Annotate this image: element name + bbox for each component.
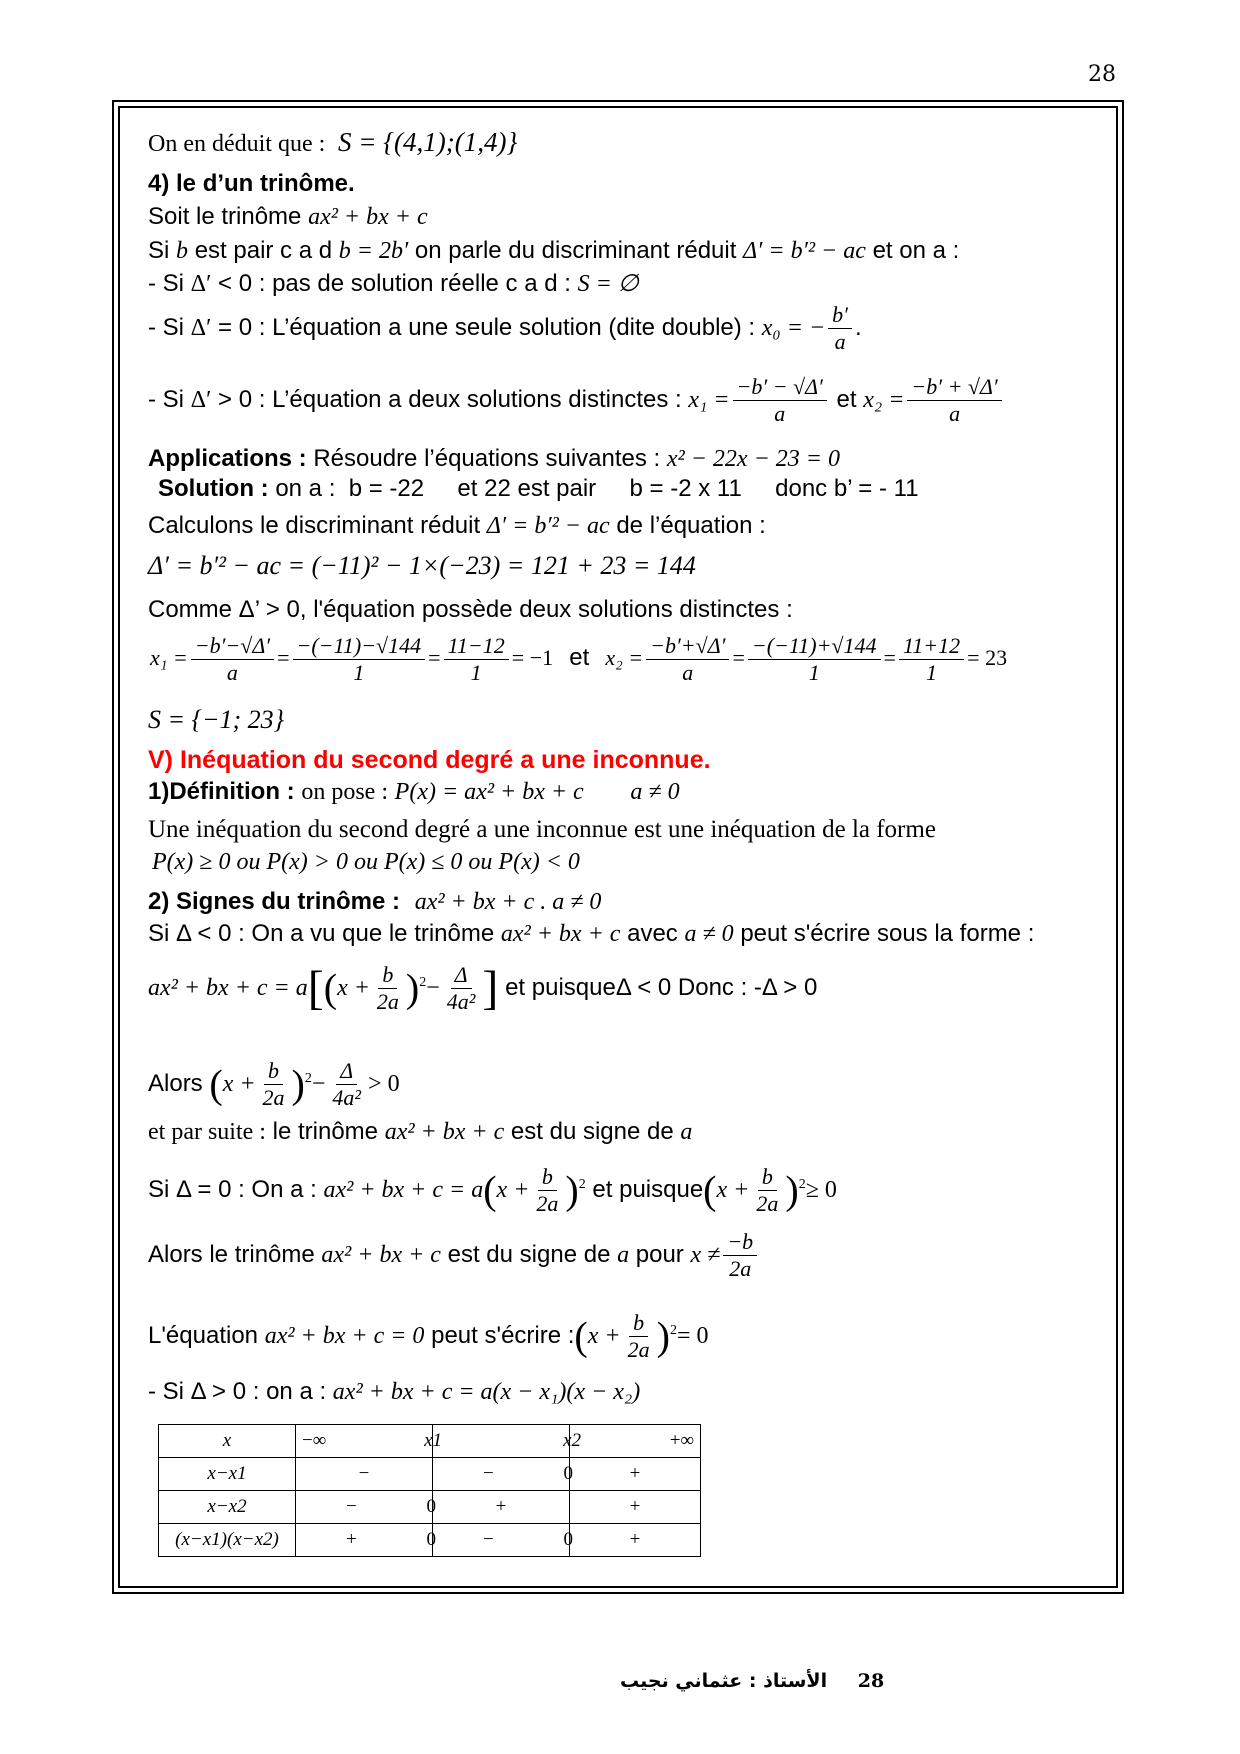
sign-table [158,1424,701,1557]
alors1-end: > 0 [368,1071,400,1097]
x1-calc-frac2 [293,633,426,686]
alors1-frac2 [328,1058,365,1111]
alors-line-1: Alors (x + $\frac{b}{2a}$ )$^2$− $\frac{\Delta}{\text{4a²}}$ > 0 [148,1058,400,1111]
cell-sign: − [483,1463,494,1484]
x1-calc-d2: 1 [353,659,365,685]
text-par-suite: et par suite : [148,1119,266,1145]
cell-zero: 0 [563,1529,573,1550]
case-positive-line [148,372,1005,428]
deduction-text: On en déduit que : [148,131,326,157]
cell: − [296,1458,433,1491]
delta-positive-text: - Si Δ > 0 : on a : [148,1378,327,1405]
delta-negative-line [148,920,1034,948]
case-negative-line [148,270,639,298]
x0-lhs: x₀ = − [761,315,826,341]
definition-text: on pose : [301,779,388,805]
text-signe: est du signe de [510,1118,674,1145]
case-negative-text: < 0 : pas de solution réelle c a d : [218,270,571,297]
period: . [854,314,862,341]
applications-text: Résoudre l’équations suivantes : [313,445,661,472]
applications-line [148,445,840,473]
delta-positive-line [148,1378,640,1406]
solution-text: on a : b = -22 et 22 est pair b = -2 x 11 donc b’ = - 11 [275,475,919,502]
math-a: a [617,1242,630,1268]
cell-zero: 0 [563,1463,573,1484]
x1-calc-d3: 1 [470,659,482,685]
canon-minus: − [426,975,440,1001]
text-alors: Alors [148,1070,203,1097]
canon-frac2 [443,962,480,1015]
x1-calc-n2: −(−11)−√144 [293,633,426,660]
x1-den: a [774,401,786,427]
header-x2: x2 [563,1430,581,1451]
cell [296,1524,436,1557]
header-values-3 [570,1425,701,1458]
trinome-line [148,203,428,231]
solution-set-1: S = {(4,1);(1,4)} [337,127,518,157]
x0-fraction [828,302,852,355]
eq-d: 2a [627,1337,650,1363]
text-et-puisque: et puisque [592,1176,704,1203]
sign-table-row [159,1524,701,1557]
row-label-x-x1: x−x1 [159,1458,296,1491]
cell [433,1458,573,1491]
x2-calc-frac1 [646,633,729,686]
text-le-trinome: le trinôme [272,1118,379,1145]
solution-set-2: S = {−1; 23} [148,705,285,734]
signes-label: 2) Signes du trinôme : [148,888,401,915]
heading-4: 4) le d’un trinôme. [148,170,355,197]
a-nonzero: a ≠ 0 [684,921,734,947]
x1-fraction [733,374,827,427]
alors-line-2 [148,1224,760,1286]
x2-calc-frac2 [748,633,881,686]
section-v-title: V) Inéquation du second degré a une inconnue. [148,746,711,774]
cell: + [570,1458,701,1491]
math-delta-prime: Δ′ = b′² − ac [743,238,866,264]
polynomial-def: P(x) = ax² + bx + c [394,779,584,805]
sign-table-header [159,1425,701,1458]
text-forme: peut s'écrire sous la forme : [740,920,1035,947]
header-minus-inf: −∞ [302,1430,327,1451]
sign-table-row [159,1458,701,1491]
delta-negative-text: Si Δ < 0 : On a vu que le trinôme [148,920,495,947]
eq-frac [624,1310,654,1363]
cell: + [433,1491,570,1524]
math-delta-prime: Δ′ [190,387,212,413]
text-alors-trinome: Alors le trinôme [148,1241,315,1268]
signes-line [148,888,601,916]
delta-zero-frac [532,1164,562,1217]
canon-lhs: ax² + bx + c = a [148,975,308,1001]
text-si: - Si [148,270,184,297]
alors2-n: −b [723,1229,757,1256]
x2-fraction [907,374,1001,427]
text-et-on-a: et on a : [872,237,960,264]
header-values-1 [296,1425,442,1458]
cell-zero: 0 [426,1529,436,1550]
x-neq: x ≠ [690,1242,721,1268]
x2-calc-result: = 23 [967,645,1008,670]
text-equation: L'équation [148,1322,259,1349]
eq-inner: x + [587,1323,621,1349]
case-zero-line [148,300,862,356]
delta-zero-end: ≥ 0 [805,1177,837,1203]
canon-d2: 4a² [446,989,476,1015]
math-delta-prime: Δ′ [190,271,212,297]
canon-frac [373,962,403,1015]
a-nonzero: a ≠ 0 [630,779,680,805]
solution-label: Solution : [158,475,269,502]
alors2-den: 2a [729,1256,752,1282]
calc-text: Calculons le discriminant réduit [148,512,481,539]
canon-inner: x + [337,975,370,1001]
x2-calc-d1: a [682,659,694,685]
delta-zero-n-2: b [758,1164,777,1191]
alors1-n2: Δ [336,1058,357,1085]
trinome-expr: ax² + bx + c [384,1119,505,1145]
text-si: - Si [148,314,184,341]
sign-table-row [159,1491,701,1524]
definition-label: 1)Définition : [148,778,295,805]
cell-sign: − [483,1529,494,1550]
x2-calc-d2: 1 [808,659,820,685]
canonical-form-line: ax² + bx + c = a[(x + $\frac{b}{2a}$ )$^2$− $\frac{\Delta}{\text{4a²}}$ ] et puisqueΔ < 0 Donc : -Δ > 0 [148,961,818,1015]
x2-calc-frac3 [899,633,964,686]
text-si: - Si [148,386,184,413]
factored-form: ax² + bx + c = a(x − x₁)(x − x₂) [332,1379,641,1405]
x1-calc-n3: 11−12 [444,633,509,660]
trinome-text: Soit le trinôme [148,203,302,230]
x1-calc-d1: a [226,659,238,685]
alors1-d2: 4a² [332,1085,362,1111]
reduced-discriminant-line [148,237,959,265]
solution-line [158,475,919,503]
x1-calc-frac1 [191,633,274,686]
signes-math: ax² + bx + c . a ≠ 0 [414,889,602,915]
math-b-eq: b = 2b′ [338,238,409,264]
math-b: b [176,238,189,264]
par-suite-line [148,1118,692,1146]
delta-zero-line: Si Δ = 0 : On a : ax² + bx + c = a(x + $\frac{b}{2a}$ )$^2$ et puisque(x + $\frac{b}{2a}$ )$^2$≥ 0 [148,1164,837,1217]
x1-calc-frac3 [444,633,509,686]
comme-line: Comme Δ’ > 0, l'équation possède deux solutions distinctes : [148,596,793,623]
alors1-frac [259,1058,289,1111]
text-avec: avec [627,920,678,947]
x2-calc-n1: −b′+√Δ′ [646,633,729,660]
definition-body: Une inéquation du second degré a une inconnue est une inéquation de la forme [148,816,936,843]
cell [433,1524,573,1557]
equation-line: L'équation ax² + bx + c = 0 peut s'écrire :(x + $\frac{b}{2a}$ )$^2$= 0 [148,1310,709,1363]
header-plus-inf: +∞ [669,1430,694,1451]
x0-den: a [834,329,846,355]
x0-num: b′ [828,302,852,329]
text-pour: pour [635,1241,684,1268]
x1-lhs: x₁ = [688,387,730,413]
cell: + [570,1491,701,1524]
alors1-d: 2a [262,1085,285,1111]
header-values-2 [433,1425,581,1458]
calc-end: de l’équation : [616,512,766,539]
x2-den: a [949,401,961,427]
x1-calc-lhs: x₁ = [150,645,188,670]
canon-n: b [378,962,397,989]
header-x: x [159,1425,296,1458]
equation-expr: ax² + bx + c = 0 [264,1323,425,1349]
empty-set: S = ∅ [577,271,639,297]
trinome-expr: ax² + bx + c [321,1242,441,1268]
cell-zero: 0 [426,1496,436,1517]
eq-n: b [629,1310,648,1337]
eq-end: = 0 [676,1323,709,1349]
footer-page-number: 28 [857,1670,885,1692]
text-peut-secrire: peut s'écrire : [431,1322,575,1349]
text-si: Si [148,237,170,264]
math-a: a [680,1119,693,1145]
definition-line [148,778,680,806]
delta-zero-d: 2a [536,1191,559,1217]
calc-line [148,512,766,540]
x1-calc-n1: −b′−√Δ′ [191,633,274,660]
text-discriminant: on parle du discriminant réduit [414,237,737,264]
x2-calc-lhs: x₂ = [605,645,644,670]
alors1-n: b [264,1058,283,1085]
x2-lhs: x₂ = [863,387,905,413]
canon-d: 2a [376,989,399,1015]
footer-author: الأستاذ : عثماني نجيب [620,1670,828,1692]
x2-calc-d3: 1 [926,659,938,685]
roots-computation: x₁ = $\frac{-b'-√\Delta'}{a}$ = $\frac{-(-11)-√144}{1}$ = $\frac{11-12}{1}$ = −1 et x₂ = $\frac{-b'+√\Delta'}{a}$ = $\frac{-(-11)+√144}{1}$ = $\frac{11+12}{1}$ = 23 [150,632,1008,685]
canon-text: et puisqueΔ < 0 Donc : -Δ > 0 [505,974,818,1001]
math-delta-prime: Δ′ [190,315,212,341]
delta-zero-frac-2 [752,1164,782,1217]
x1-num: −b′ − √Δ′ [733,374,827,401]
delta-zero-inner: x + [496,1177,530,1203]
delta-zero-n: b [538,1164,557,1191]
deduction-line [148,128,517,158]
trinome-expr: ax² + bx + c [308,204,428,230]
applications-label: Applications : [148,445,307,472]
delta-zero-lhs: ax² + bx + c = a [323,1177,484,1203]
text-signe: est du signe de [447,1241,611,1268]
cell-sign: − [346,1496,357,1517]
row-label-x-x2: x−x2 [159,1491,296,1524]
cell: + [570,1524,701,1557]
header-x1: x1 [424,1430,442,1451]
calc-math: Δ′ = b′² − ac [486,513,610,539]
cell [296,1491,436,1524]
x2-num: −b′ + √Δ′ [907,374,1001,401]
alors1-inner: x + [222,1071,256,1097]
trinome-expr: ax² + bx + c [500,921,621,947]
text-et: et [569,644,590,671]
delta-computation: Δ′ = b′² − ac = (−11)² − 1×(−23) = 121 + 23 = 144 [148,551,696,580]
canon-n2: Δ [451,962,472,989]
cell-sign: + [346,1529,357,1550]
applications-equation: x² − 22x − 23 = 0 [666,446,840,472]
case-positive-text: > 0 : L’équation a deux solutions distinctes : [218,386,682,413]
inequation-forms: P(x) ≥ 0 ou P(x) > 0 ou P(x) ≤ 0 ou P(x) < 0 [152,849,580,875]
case-zero-text: = 0 : L’équation a une seule solution (dite double) : [218,314,756,341]
x2-calc-n3: 11+12 [899,633,964,660]
delta-zero-text: Si Δ = 0 : On a : [148,1176,317,1203]
footer [620,1670,884,1692]
delta-zero-inner-2: x + [716,1177,750,1203]
x1-calc-result: = −1 [511,645,554,670]
delta-zero-d-2: 2a [756,1191,779,1217]
text-et: et [836,386,857,413]
row-label-product: (x−x1)(x−x2) [159,1524,296,1557]
x2-calc-n2: −(−11)+√144 [748,633,881,660]
page-number-top: 28 [1088,62,1116,87]
alors2-frac [723,1229,757,1282]
text-pair: est pair c a d [194,237,333,264]
